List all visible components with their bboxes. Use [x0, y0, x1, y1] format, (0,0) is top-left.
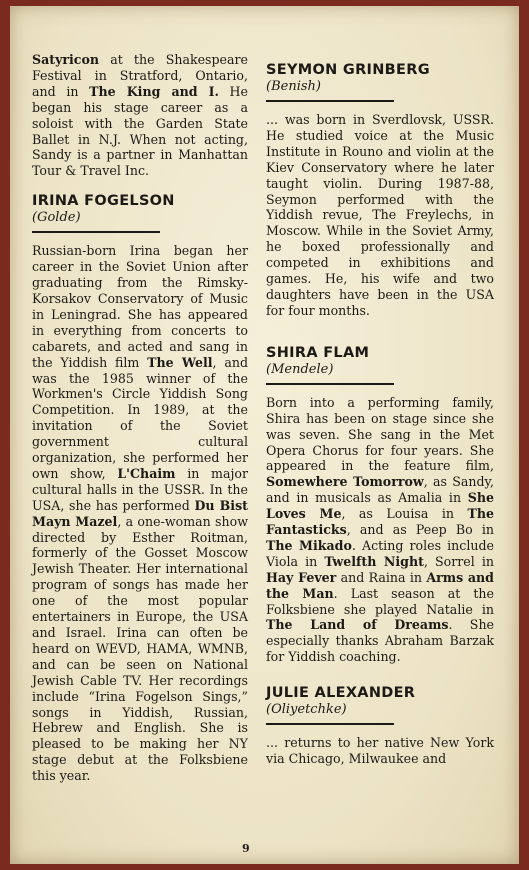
divider: [266, 100, 394, 102]
bio-name: SHIRA FLAM: [266, 344, 370, 361]
program-page: [10, 6, 519, 864]
body-text: and Raina in: [336, 569, 427, 585]
bio-role: (Oliyetchke): [266, 702, 347, 718]
title-text: The Mikado: [266, 537, 352, 553]
bio-role: (Mendele): [266, 361, 334, 377]
body-text: . Acting roles include Viola in: [266, 537, 494, 569]
intro-paragraph: [32, 52, 248, 179]
right-column: [266, 62, 494, 767]
body-text: Russian-born Irina began her career in the Soviet Union after graduating from the Rimsky-Korsakov Conservatory of Music in Leningrad. She has appeared in everything from concerts to cabarets, and acted and sang in the Yiddish film: [32, 243, 248, 370]
page-number: 9: [242, 842, 250, 855]
title-text: The Land of Dreams: [266, 617, 449, 633]
body-text: , Sorrel in: [423, 553, 494, 569]
bio-role: (Golde): [32, 210, 81, 226]
bio-body: [32, 243, 248, 784]
bio-julie-alexander: [266, 685, 494, 767]
body-text: in major cultural halls in the USSR. In the USA, she has performed: [32, 465, 248, 513]
divider: [266, 383, 394, 385]
body-text: , as Louisa in: [341, 506, 468, 522]
title-text: The Well: [147, 354, 213, 370]
body-text: , and was the 1985 winner of the Workmen's Circle Yiddish Song Competition. In 1989, at the invitation of the Soviet government cultural organization, she performed her own show,: [32, 354, 248, 481]
body-text: ... returns to her native New York via Chicago, Milwaukee and: [266, 735, 494, 767]
title-text: Hay Fever: [266, 569, 337, 585]
bio-name: JULIE ALEXANDER: [266, 685, 416, 702]
divider: [266, 723, 394, 725]
title-text: The King and I.: [89, 83, 219, 99]
title-text: Twelfth Night: [324, 553, 424, 569]
left-column: [32, 52, 248, 784]
bio-name: IRINA FOGELSON: [32, 193, 175, 210]
title-text: L'Chaim: [117, 465, 176, 481]
divider: [32, 231, 160, 233]
bio-body: [266, 395, 494, 665]
body-text: at the Shakespeare Festival in Stratford, Ontario, and in: [32, 52, 248, 99]
body-text: . Last season at the Folksbiene she played Natalie in: [266, 585, 494, 617]
bio-body: [266, 112, 494, 319]
bio-body: [266, 735, 494, 767]
body-text: ... was born in Sverdlovsk, USSR. He studied voice at the Music Institute in Rouno and violin at the Kiev Conservatory where he later taught violin. During 1987-88, Seymon performed with the Yiddish revue, The Freylechs, in Moscow. While in the Soviet Army, he boxed professionally and competed in exhibitions and games. He, his wife and two daughters have been in the USA for four months.: [266, 112, 494, 318]
title-text: She Loves Me: [266, 490, 494, 522]
body-text: He began his stage career as a soloist with the Garden State Ballet in N.J. When not acting, Sandy is a partner in Manhattan Tour & Travel Inc.: [32, 83, 248, 179]
body-text: , and as Peep Bo in: [346, 522, 494, 538]
title-text: Arms and the Man: [266, 569, 494, 601]
title-text: Somewhere Tomorrow: [266, 474, 424, 490]
bio-role: (Benish): [266, 79, 321, 94]
title-text: Satyricon: [32, 52, 100, 67]
title-text: The Fantasticks: [266, 506, 494, 538]
bio-seymon-grinberg: [266, 62, 494, 319]
body-text: . She especially thanks Abraham Barzak for Yiddish coaching.: [266, 617, 495, 665]
bio-shira-flam: [266, 345, 494, 665]
body-text: Born into a performing family, Shira has been on stage since she was seven. She sang in the Met Opera Chorus for four years. She appeared in the feature film,: [266, 394, 494, 474]
body-text: , as Sandy, and in musicals as Amalia in: [266, 474, 495, 506]
title-text: Du Bist Mayn Mazel: [32, 497, 248, 529]
bio-name: SEYMON GRINBERG: [266, 62, 430, 78]
body-text: , a one-woman show directed by Esther Roitman, formerly of the Gosset Moscow Jewish Theater. Her international program of songs has made her one of the most popular entertainers in Europe, the USA and Israel. Irina can often be heard on WEVD, HAMA, WMNB, and can be seen on National Jewish Cable TV. Her recordings include “Irina Fogelson Sings,” songs in Yiddish, Russian, Hebrew and English. She is pleased to be making her NY stage debut at the Folksbiene this year.: [32, 513, 248, 784]
bio-irina-fogelson: [32, 193, 248, 784]
